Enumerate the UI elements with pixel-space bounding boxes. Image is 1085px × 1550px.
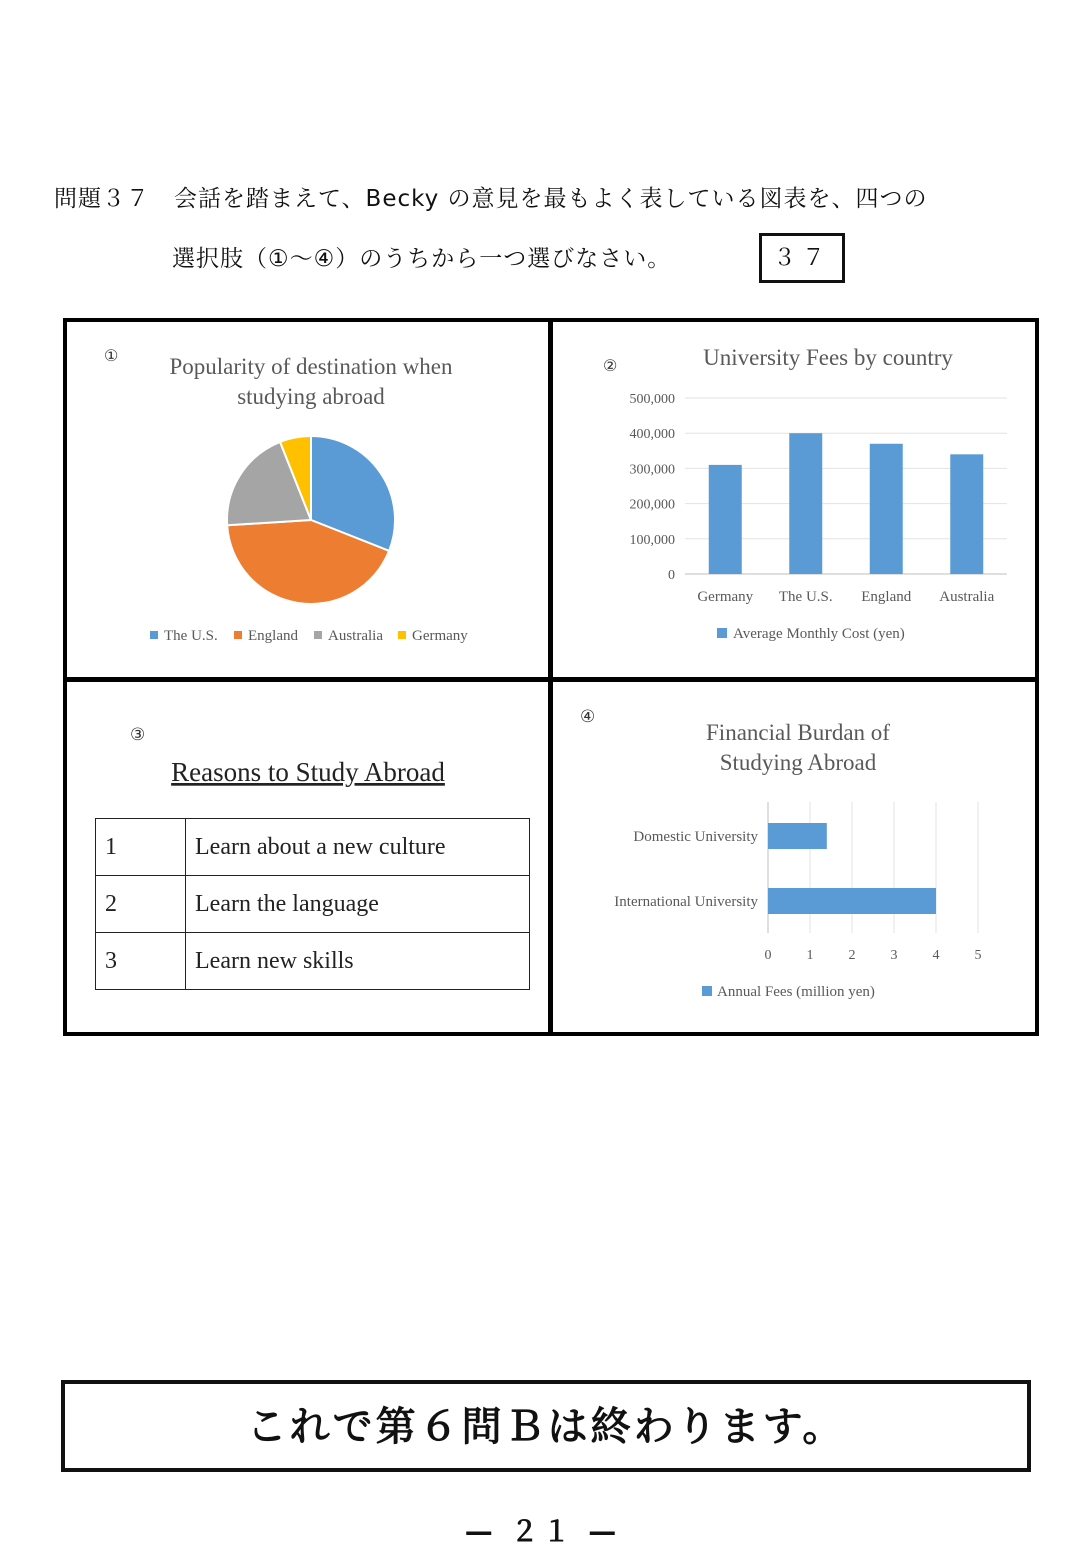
x-tick-label: 5	[974, 948, 982, 963]
y-category-label: Domestic University	[633, 829, 758, 845]
row-number: 3	[96, 933, 186, 990]
table-row	[96, 819, 530, 876]
pie-title-line-2: studying abroad	[237, 384, 385, 409]
panel-2-bar-chart	[555, 325, 1035, 675]
x-tick-label: 3	[890, 948, 898, 963]
panel-3-header	[70, 684, 548, 804]
panel-1-marker: ①	[104, 348, 119, 365]
x-tick-label: England	[861, 589, 912, 605]
panel-4-marker: ④	[580, 707, 596, 726]
bar-chart-title: University Fees by country	[703, 345, 953, 370]
row-number: 1	[96, 819, 186, 876]
row-number: 2	[96, 876, 186, 933]
bar-international-university	[768, 888, 936, 914]
y-tick-label: 0	[668, 568, 675, 583]
y-tick-label: 500,000	[629, 392, 675, 407]
bar-australia	[950, 454, 983, 574]
legend-swatch	[717, 628, 727, 638]
page-number: — ２１ —	[464, 1515, 621, 1548]
y-tick-label: 200,000	[629, 497, 675, 513]
question-line-1: 問題３７ 会話を踏まえて、Becky の意見を最もよく表している図表を、四つの	[54, 186, 928, 212]
y-category-label: International University	[614, 894, 758, 910]
y-tick-label: 100,000	[629, 532, 675, 548]
legend-label: Germany	[412, 628, 468, 644]
grid-divider-horizontal	[63, 677, 1039, 682]
legend-label: Australia	[328, 628, 383, 644]
table-row	[96, 876, 530, 933]
end-message-box: これで第６問Ｂは終わります。	[61, 1380, 1031, 1472]
x-tick-label: The U.S.	[778, 589, 833, 605]
legend-swatch	[150, 631, 158, 639]
hbar-title-line-1: Financial Burdan of	[706, 720, 890, 745]
reasons-table	[95, 818, 530, 990]
legend-swatch	[314, 631, 322, 639]
answer-box: ３７	[759, 233, 845, 283]
x-tick-label: 1	[806, 948, 814, 963]
legend-label: Average Monthly Cost (yen)	[733, 626, 905, 642]
x-tick-label: Germany	[697, 589, 754, 605]
x-tick-label: 0	[764, 948, 772, 963]
hbar-title-line-2: Studying Abroad	[719, 750, 877, 775]
y-tick-label: 400,000	[629, 427, 675, 443]
x-tick-label: Australia	[939, 589, 995, 605]
row-text: Learn about a new culture	[186, 819, 530, 876]
panel-4-horizontal-bar-chart	[555, 684, 1035, 1032]
question-line-2: 選択肢（①～④）のうちから一つ選びなさい。	[172, 246, 672, 272]
pie-title-line-1: Popularity of destination when	[169, 354, 453, 379]
legend-label: Annual Fees (million yen)	[717, 984, 875, 1000]
legend-label: England	[248, 628, 298, 644]
x-tick-label: 2	[848, 948, 856, 963]
reasons-title: Reasons to Study Abroad	[171, 757, 445, 787]
x-tick-label: 4	[932, 948, 940, 963]
bar-england	[870, 444, 903, 574]
bar-domestic-university	[768, 823, 827, 849]
legend-swatch	[234, 631, 242, 639]
table-row	[96, 933, 530, 990]
y-tick-label: 300,000	[629, 462, 675, 478]
bar-the-u-s	[789, 433, 822, 574]
row-text: Learn new skills	[186, 933, 530, 990]
legend-swatch	[398, 631, 406, 639]
panel-3-marker: ③	[130, 725, 146, 744]
legend-swatch	[702, 986, 712, 996]
panel-2-marker: ②	[603, 358, 618, 375]
bar-germany	[709, 465, 742, 574]
legend-label: The U.S.	[164, 628, 218, 644]
panel-1-pie-chart	[70, 325, 548, 675]
row-text: Learn the language	[186, 876, 530, 933]
